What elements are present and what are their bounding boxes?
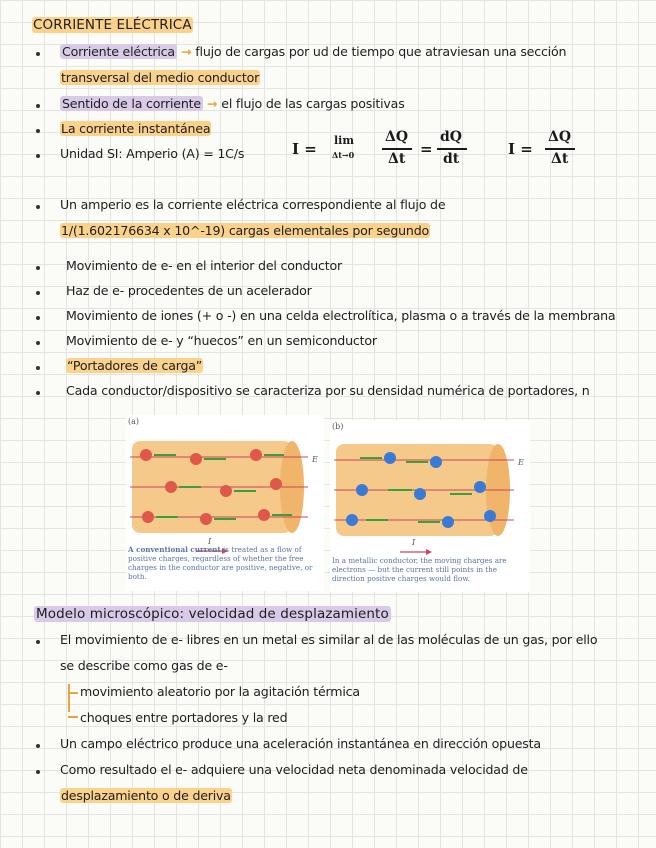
bullet: [36, 52, 40, 56]
line-corriente: Corriente eléctrica → flujo de cargas por ud de tiempo que atraviesan una sección: [62, 44, 567, 59]
carrier-item: Haz de e- procedentes de un acelerador: [66, 283, 312, 298]
eq-frac2-num: dQ: [440, 129, 462, 145]
field-label: E: [312, 455, 318, 464]
figure-label-a: (a): [128, 417, 140, 426]
line-movimiento: El movimiento de e- libres en un metal es similar al de las moléculas de un gas, por ello: [60, 632, 598, 647]
carrier-item: Movimiento de e- en el interior del conductor: [66, 258, 342, 273]
line-gas: se describe como gas de e-: [60, 658, 228, 673]
fraction-bar: [545, 148, 575, 150]
field-label: E: [518, 458, 524, 467]
line-aleatorio: movimiento aleatorio por la agitación térmica: [80, 684, 360, 699]
fraction-bar: [437, 148, 467, 150]
page-title: CORRIENTE ELÉCTRICA: [33, 17, 192, 33]
line-unidad: Unidad SI: Amperio (A) = 1C/s: [60, 146, 245, 161]
figure-a-caption: A conventional current is treated as a flow of positive charges, regardless of whether the free charges in the conductor are positive, negative, or both.: [128, 545, 313, 581]
bullet: [36, 266, 40, 270]
carrier-item: Movimiento de e- y “huecos” en un semiconductor: [66, 333, 377, 348]
bullet: [36, 770, 40, 774]
carrier-item: Cada conductor/dispositivo se caracteriza por su densidad numérica de portadores, n: [66, 383, 590, 398]
carrier-item: Movimiento de iones (+ o -) en una celda electrolítica, plasma o a través de la membrana: [66, 308, 616, 323]
branch-line: [68, 684, 70, 712]
bullet: [36, 129, 40, 133]
figure-label-b: (b): [332, 422, 344, 431]
bullet: [36, 341, 40, 345]
line-cargas: 1/(1.602176634 x 10^-19) cargas elementales por segundo: [61, 223, 429, 238]
eq-frac2-den: dt: [443, 151, 460, 167]
eq-lhs: I =: [292, 140, 317, 158]
current-label: I: [412, 538, 416, 547]
eq-frac1-den: Δt: [388, 151, 406, 167]
eq-lim: lim: [334, 134, 354, 147]
line-deriva: desplazamiento o de deriva: [61, 788, 231, 803]
bullet: [36, 744, 40, 748]
figure-b: [330, 420, 530, 592]
eq-equals: =: [420, 140, 433, 158]
carrier-item: “Portadores de carga”: [67, 358, 203, 373]
line-sentido: Sentido de la corriente → el flujo de las cargas positivas: [62, 96, 405, 111]
conductor-electron-diagram: [330, 432, 530, 562]
line-instantanea: La corriente instantánea: [61, 121, 211, 136]
conductor-positive-diagram: [126, 429, 324, 564]
fraction-bar: [382, 148, 412, 150]
eq-lhs-2: I =: [508, 140, 533, 158]
line-amperio: Un amperio es la corriente eléctrica correspondiente al flujo de: [60, 197, 446, 212]
section-title: Modelo microscópico: velocidad de desplazamiento: [36, 606, 389, 622]
bullet: [36, 205, 40, 209]
bullet: [36, 154, 40, 158]
eq-frac1-num: ΔQ: [385, 129, 409, 145]
bullet: [36, 366, 40, 370]
branch-arrow: [68, 692, 78, 694]
bullet: [36, 391, 40, 395]
eq-lim-sub: Δt→0: [332, 150, 355, 160]
eq-frac3-den: Δt: [551, 151, 569, 167]
line-transversal: transversal del medio conductor: [61, 70, 260, 85]
arrow-icon: →: [206, 96, 218, 111]
bullet: [36, 640, 40, 644]
figure-a: [126, 415, 324, 591]
bullet: [36, 291, 40, 295]
bullet: [36, 316, 40, 320]
figure-b-caption: In a metallic conductor, the moving charges are electrons — but the current still points in the direction positive charges would flow.: [332, 556, 507, 583]
branch-arrow: [68, 716, 78, 718]
eq-frac3-num: ΔQ: [548, 129, 572, 145]
line-choques: choques entre portadores y la red: [80, 710, 288, 725]
line-resultado: Como resultado el e- adquiere una velocidad neta denominada velocidad de: [60, 762, 528, 777]
bullet: [36, 104, 40, 108]
arrow-icon: →: [180, 44, 192, 59]
current-label: I: [208, 537, 212, 546]
line-campo: Un campo eléctrico produce una aceleración instantánea en dirección opuesta: [60, 736, 541, 751]
